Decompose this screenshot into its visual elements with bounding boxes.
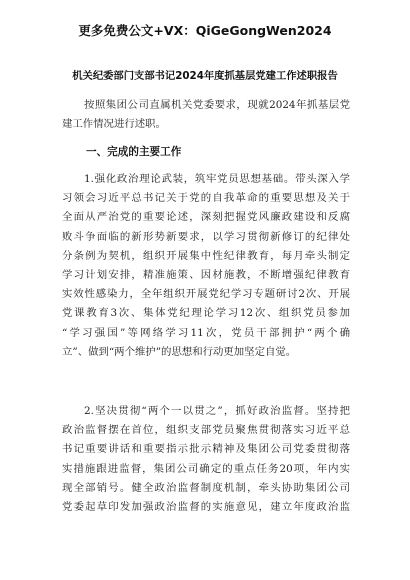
intro-line: 按照集团公司直属机关党委要求，现就2024年抓基层党 [84, 99, 350, 111]
paragraph-line: 实措施跟进监督，集团公司确定的重点任务20项，年内实 [62, 462, 350, 475]
paragraph-line: 政治监督摆在首位，组织支部党员聚焦贯彻落实习近平总 [62, 424, 350, 437]
paragraph-line: 习领会习近平总书记关于党的自我革命的重要思想及关于 [62, 192, 350, 205]
paragraph-line: 党委起草印发加强政治监督的实施意见，建立年度政治监 [62, 501, 350, 514]
promo-banner: 更多免费公文+VX：QiGeGongWen2024 [78, 23, 332, 38]
paragraph-line: 全面从严治党的重要论述，深刻把握党风廉政建设和反腐 [62, 211, 350, 224]
paragraph-line: 2.坚决贯彻“两个一以贯之”，抓好政治监督。坚持把 [84, 405, 350, 417]
paragraph-line: 党课教育3次、集体党纪理论学习12次、组织党员参加 [62, 307, 350, 320]
document-title: 机关纪委部门支部书记2024年度抓基层党建工作述职报告 [72, 70, 338, 82]
paragraph-political-supervision [62, 402, 350, 517]
paragraph-line: 现全部销号。健全政治监督制度机制，牵头协助集团公司 [62, 481, 350, 494]
paragraph-line: 分条例为契机，组织开展集中性纪律教育，每月牵头制定 [62, 249, 350, 262]
paragraph-line: 实效性感染力，全年组织开展党纪学习专题研讨2次、开展 [62, 288, 350, 301]
paragraph-line: 1.强化政治理论武装，筑牢党员思想基础。带头深入学 [84, 173, 350, 185]
paragraph-line: 败斗争面临的新形势新要求，以学习贯彻新修订的纪律处 [62, 230, 350, 243]
paragraph-line: 书记重要讲话和重要指示批示精神及集团公司党委贯彻落 [62, 443, 350, 456]
intro-line: 建工作情况进行述职。 [62, 118, 166, 131]
paragraph-line: 立”、做到“两个维护”的思想和行动更加坚定自觉。 [62, 345, 297, 358]
paragraph-line: 学习计划安排，精准施策、因材施教，不断增强纪律教育 [62, 269, 350, 282]
paragraph-theory-study [62, 170, 350, 362]
section-heading: 一、完成的主要工作 [86, 146, 182, 158]
intro-paragraph [62, 96, 350, 134]
paragraph-line: “学习强国”等网络学习11次，党员干部拥护“两个确 [62, 326, 350, 339]
